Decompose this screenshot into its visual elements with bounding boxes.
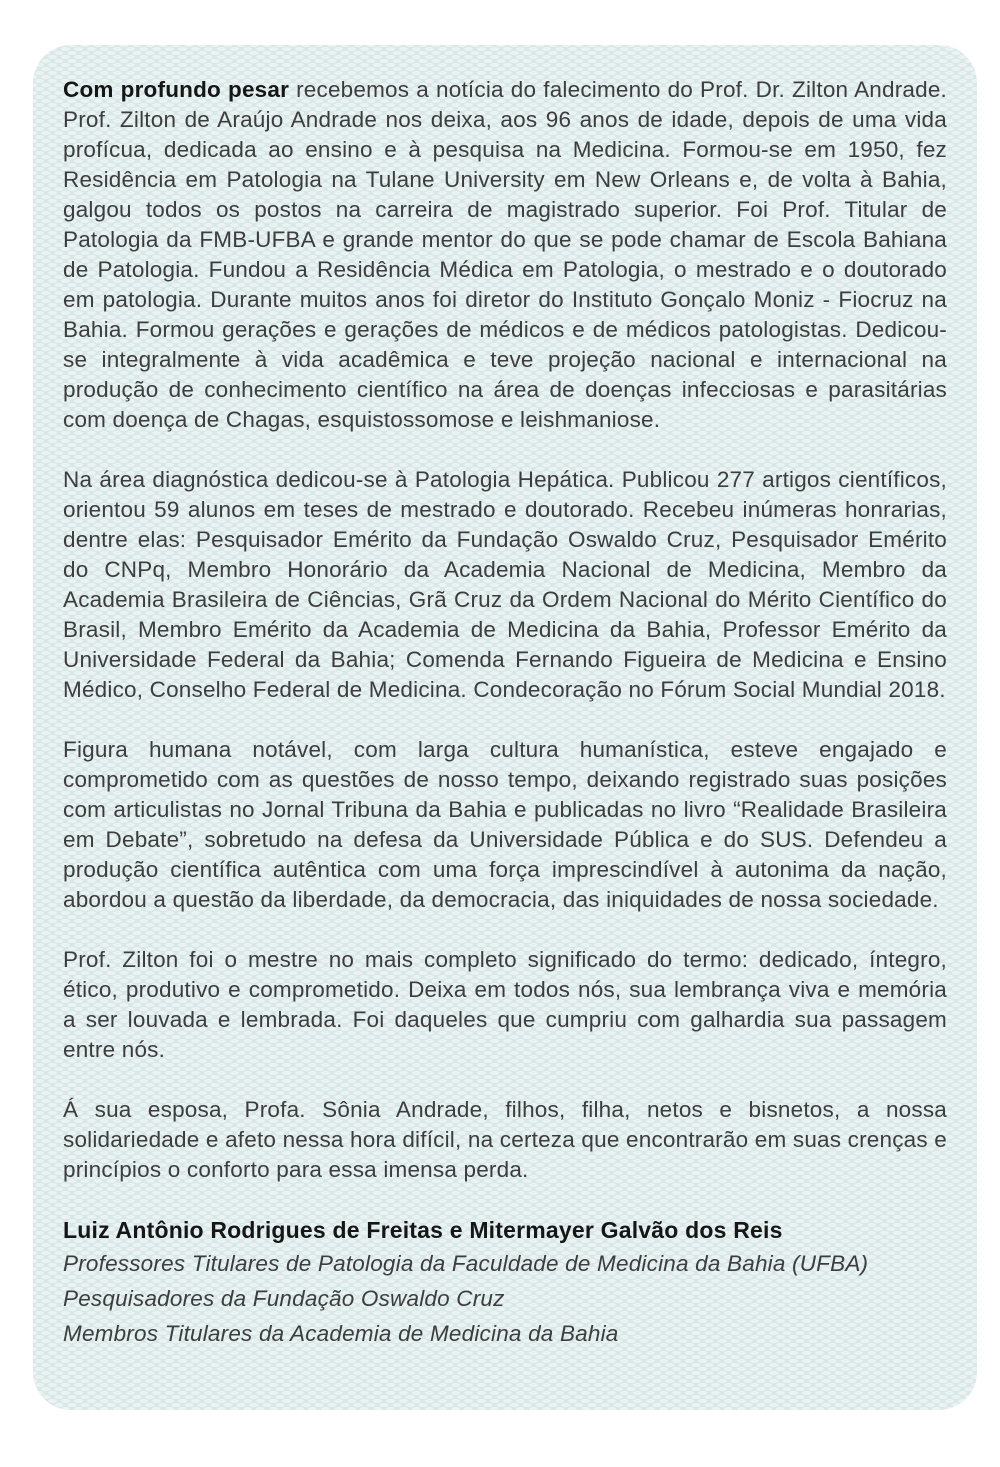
paragraph-intro [63,75,947,435]
memorial-card [33,45,977,1410]
signature-title-professors: Professores Titulares de Patologia da Faculdade de Medicina da Bahia (UFBA) [63,1251,869,1276]
signature-block [63,1215,947,1350]
obituary-text [63,75,947,1350]
paragraph-honors: Na área diagnóstica dedicou-se à Patologia Hepática. Publicou 277 artigos científicos, orientou 59 alunos em teses de mestrado e doutorado. Recebeu inúmeras honrarias, dentre elas: Pesquisador Emérito da Fundação Oswaldo Cruz, Pesquisador Emérito do CNPq, Membro Honorário da Academia Nacional de Medicina, Membro da Academia Brasileira de Ciências, Grã Cruz da Ordem Nacional do Mérito Científico do Brasil, Membro Emérito da Academia de Medicina da Bahia, Professor Emérito da Universidade Federal da Bahia; Comenda Fernando Figueira de Medicina e Ensino Médico, Conselho Federal de Medicina. Condecoração no Fórum Social Mundial 2018. [63,467,947,702]
signature-title-members: Membros Titulares da Academia de Medicina da Bahia [63,1321,619,1346]
lead-phrase: Com profundo pesar [63,77,290,102]
paragraph-tribute: Prof. Zilton foi o mestre no mais completo significado do termo: dedicado, íntegro, ético, produtivo e comprometido. Deixa em todos nós, sua lembrança viva e memória a ser louvada e lembrada. Foi daqueles que cumpriu com galhardia sua passagem entre nós. [63,947,947,1062]
signature-names: Luiz Antônio Rodrigues de Freitas e Mitermayer Galvão dos Reis [63,1217,783,1243]
paragraph-humanist: Figura humana notável, com larga cultura humanística, esteve engajado e comprometido com as questões de nosso tempo, deixando registrado suas posições com articulistas no Jornal Tribuna da Bahia e publicadas no livro “Realidade Brasileira em Debate”, sobretudo na defesa da Universidade Pública e do SUS. Defendeu a produção científica autêntica com uma força imprescindível à autonima da nação, abordou a questão da liberdade, da democracia, das iniquidades de nossa sociedade. [63,737,947,912]
signature-title-researchers: Pesquisadores da Fundação Oswaldo Cruz [63,1286,505,1311]
paragraph-condolences: Á sua esposa, Profa. Sônia Andrade, filhos, filha, netos e bisnetos, a nossa solidariedade e afeto nessa hora difícil, na certeza que encontrarão em suas crenças e princípios o conforto para essa imensa perda. [63,1097,947,1182]
paragraph-intro-text: recebemos a notícia do falecimento do Prof. Dr. Zilton Andrade. Prof. Zilton de Araújo Andrade nos deixa, aos 96 anos de idade, depois de uma vida profícua, dedicada ao ensino e à pesquisa na Medicina. Formou-se em 1950, fez Residência em Patologia na Tulane University em New Orleans e, de volta à Bahia, galgou todos os postos na carreira de magistrado superior. Foi Prof. Titular de Patologia da FMB-UFBA e grande mentor do que se pode chamar de Escola Bahiana de Patologia. Fundou a Residência Médica em Patologia, o mestrado e o doutorado em patologia. Durante muitos anos foi diretor do Instituto Gonçalo Moniz - Fiocruz na Bahia. Formou gerações e gerações de médicos e de médicos patologistas. Dedicou-se integralmente à vida acadêmica e teve projeção nacional e internacional na produção de conhecimento científico na área de doenças infecciosas e parasitárias com doença de Chagas, esquistossomose e leishmaniose. [63,77,947,432]
